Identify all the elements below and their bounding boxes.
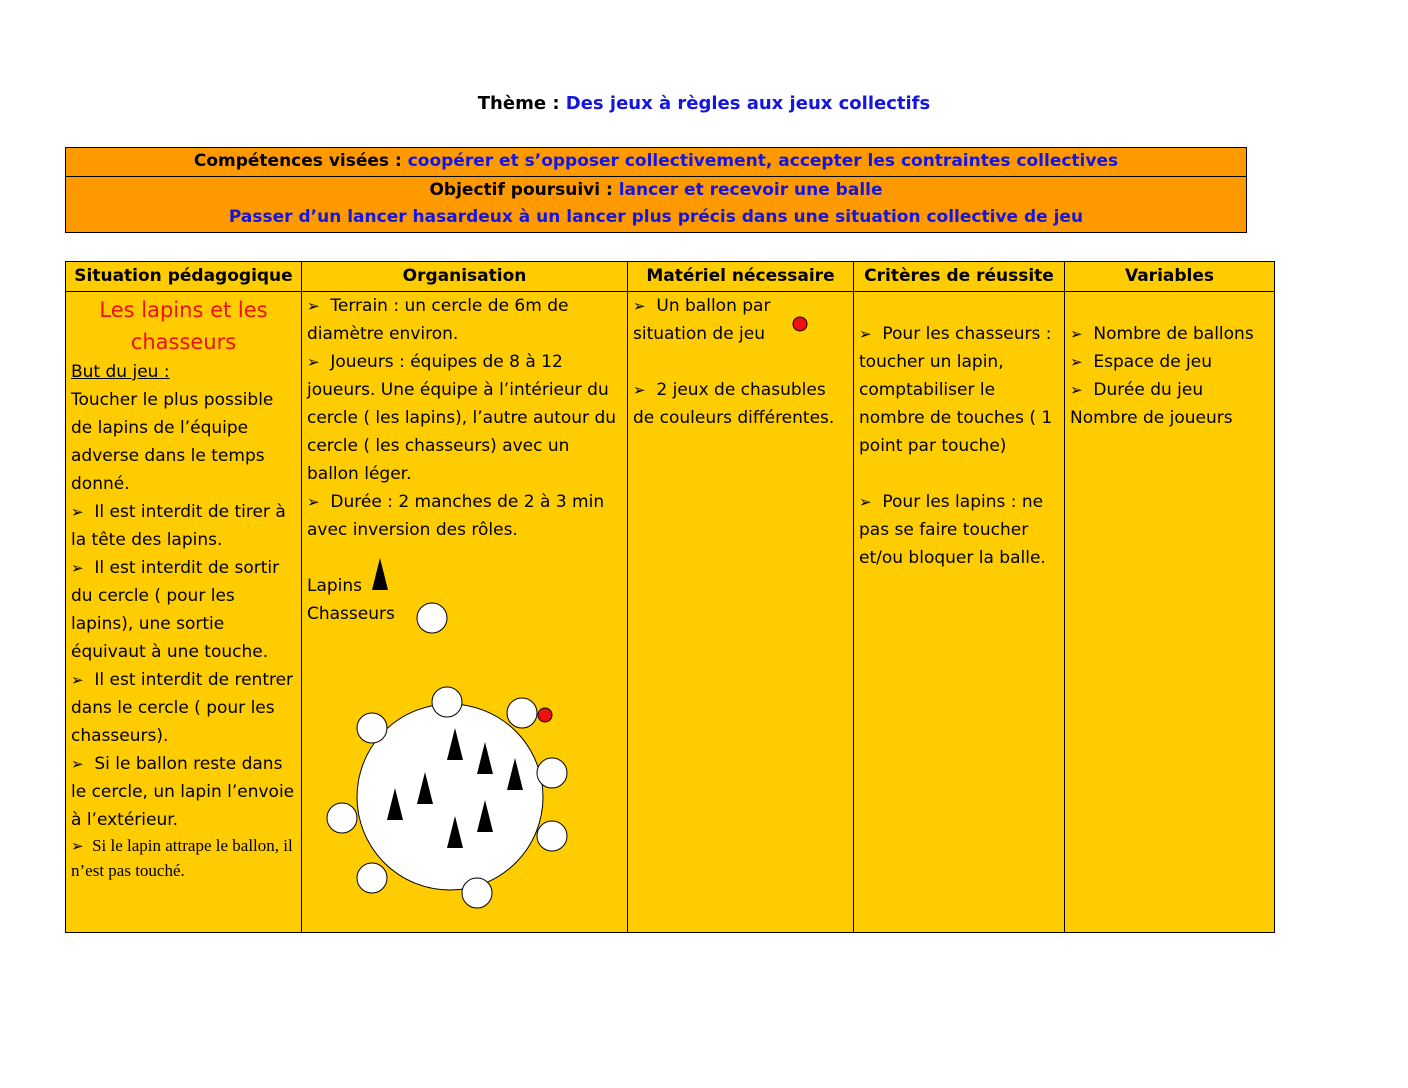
competences-box (65, 147, 1247, 233)
bullet-icon: ➢ (71, 839, 84, 855)
lapin-legend-icon (368, 556, 392, 592)
materiel-text: Un ballon par situation de jeu (633, 296, 771, 344)
objectif-separator: : (600, 180, 619, 200)
critere-item (859, 320, 1059, 460)
organisation-item (307, 348, 622, 488)
bullet-icon: ➢ (633, 381, 646, 399)
variable-item (1070, 320, 1269, 348)
chasseur-icon (432, 687, 462, 717)
competences-value: coopérer et s’opposer collectivement, accepter les contraintes collectives (407, 151, 1119, 171)
variable-text: Nombre de ballons (1093, 324, 1254, 344)
bullet-icon: ➢ (71, 503, 84, 521)
field-diagram (320, 680, 580, 910)
header-materiel: Matériel nécessaire (628, 262, 854, 292)
variable-item (1070, 376, 1269, 404)
header-organisation: Organisation (302, 262, 628, 292)
content-row (66, 292, 1275, 933)
rule-text: Si le lapin attrape le ballon, il n’est pas touché. (71, 836, 293, 880)
organisation-item (307, 292, 622, 348)
bullet-icon: ➢ (307, 353, 320, 371)
ball-icon (790, 314, 810, 334)
header-criteres: Critères de réussite (854, 262, 1065, 292)
bullet-icon: ➢ (1070, 325, 1083, 343)
rule-text: Il est interdit de sortir du cercle ( pour les lapins), une sortie équivaut à une touche. (71, 558, 280, 662)
chasseur-icon (357, 863, 387, 893)
materiel-item (633, 376, 848, 432)
header-situation: Situation pédagogique (66, 262, 302, 292)
header-row (66, 262, 1275, 292)
ball-icon (538, 708, 552, 722)
bullet-icon: ➢ (859, 325, 872, 343)
game-title: Les lapins et les chasseurs (99, 298, 268, 354)
bullet-icon: ➢ (859, 493, 872, 511)
competences-separator: : (389, 151, 408, 171)
bullet-icon: ➢ (633, 297, 646, 315)
variable-text: Espace de jeu (1093, 352, 1213, 372)
critere-text: Pour les lapins : ne pas se faire toucher et/ou bloquer la balle. (859, 492, 1046, 568)
bullet-icon: ➢ (71, 559, 84, 577)
organisation-text: Terrain : un cercle de 6m de diamètre environ. (307, 296, 569, 344)
theme-value: Des jeux à règles aux jeux collectifs (565, 93, 931, 114)
materiel-cell (628, 292, 854, 933)
activity-table (65, 261, 1275, 933)
chasseur-icon (537, 821, 567, 851)
materiel-item (633, 292, 848, 348)
objectif-value: lancer et recevoir une balle (618, 180, 883, 200)
theme-separator: : (546, 93, 566, 114)
bullet-icon: ➢ (307, 297, 320, 315)
but-text: Toucher le plus possible de lapins de l’équipe adverse dans le temps donné. (71, 390, 274, 494)
bullet-icon: ➢ (1070, 381, 1083, 399)
organisation-item (307, 488, 622, 544)
situation-cell (66, 292, 302, 933)
variable-text: Durée du jeu (1093, 380, 1204, 400)
bullet-icon: ➢ (307, 493, 320, 511)
rule-item (71, 750, 296, 834)
legend-lapins: Lapins (307, 576, 363, 596)
but-label: But du jeu : (71, 362, 170, 382)
objectif-row-2 (66, 204, 1246, 231)
rule-text: Il est interdit de rentrer dans le cercle ( pour les chasseurs). (71, 670, 294, 746)
header-variables: Variables (1065, 262, 1275, 292)
competences-label: Compétences visées (193, 151, 390, 171)
rule-text: Il est interdit de tirer à la tête des lapins. (71, 502, 286, 550)
rule-item (71, 666, 296, 750)
theme-label: Thème (477, 93, 547, 114)
competences-row (66, 148, 1246, 177)
rule-item (71, 554, 296, 666)
criteres-cell (854, 292, 1065, 933)
bullet-icon: ➢ (71, 755, 84, 773)
variable-item-last: Nombre de joueurs (1070, 408, 1233, 428)
variable-item (1070, 348, 1269, 376)
chasseur-icon (327, 803, 357, 833)
chasseur-legend-icon (414, 600, 450, 636)
chasseur-icon (507, 698, 537, 728)
organisation-text: Joueurs : équipes de 8 à 12 joueurs. Une équipe à l’intérieur du cercle ( les lapins), l’autre autour du cercle ( les chasseurs) avec un ballon léger. (307, 352, 617, 484)
bullet-icon: ➢ (1070, 353, 1083, 371)
chasseur-icon (462, 878, 492, 908)
organisation-text: Durée : 2 manches de 2 à 3 min avec inversion des rôles. (307, 492, 605, 540)
rule-item (71, 498, 296, 554)
chasseur-icon (357, 713, 387, 743)
legend-chasseurs: Chasseurs (307, 604, 395, 624)
chasseur-icon (537, 758, 567, 788)
bullet-icon: ➢ (71, 671, 84, 689)
materiel-text: 2 jeux de chasubles de couleurs différentes. (633, 380, 835, 428)
theme-heading (0, 93, 1408, 114)
objectif-row (66, 177, 1246, 204)
rule-item-last (71, 834, 296, 882)
variables-cell (1065, 292, 1275, 933)
rule-text: Si le ballon reste dans le cercle, un lapin l’envoie à l’extérieur. (71, 754, 295, 830)
objectif-value-2: Passer d’un lancer hasardeux à un lancer plus précis dans une situation collective de jeu (228, 207, 1084, 227)
critere-item (859, 488, 1059, 572)
objectif-label: Objectif poursuivi (429, 180, 601, 200)
critere-text: Pour les chasseurs : toucher un lapin, comptabiliser le nombre de touches ( 1 point par touche) (859, 324, 1053, 456)
